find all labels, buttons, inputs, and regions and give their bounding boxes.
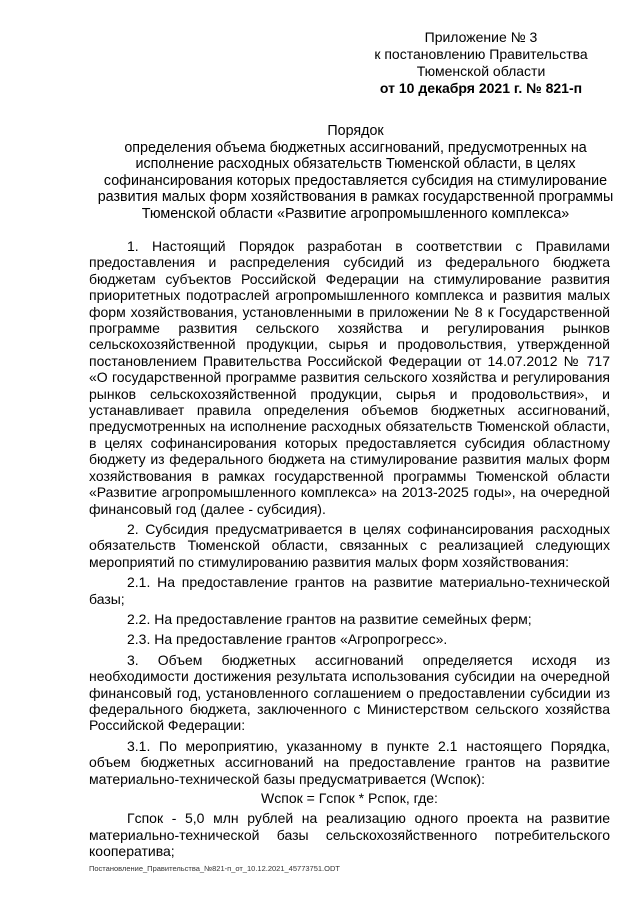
file-footer: Постановление_Правительства_№821-п_от_10.12.2021_45773751.ODT <box>89 864 340 873</box>
title-line: определения объема бюджетных ассигнований, предусмотренных на <box>124 139 587 156</box>
appendix-reference: к постановлению Правительства <box>374 46 588 62</box>
appendix-region: Тюменской области <box>416 63 546 79</box>
formula: Wспок = Гспок * Рспок, где: <box>261 790 438 806</box>
paragraph-3-1: 3.1. По мероприятию, указанному в пункте 2.1 настоящего Порядка, объем бюджетных ассигнований на предоставление грантов на развитие материально-технической базы предусматривается (Wспок): <box>89 737 610 787</box>
document-title <box>88 123 623 223</box>
title-line: исполнение расходных обязательств Тюменской области, в целях <box>135 156 576 173</box>
title-line: софинансирования которых предоставляется субсидия на стимулирование <box>103 172 608 189</box>
appendix-number: Приложение № 3 <box>424 29 538 45</box>
title-line: развития малых форм хозяйствования в рамках государственной программы <box>97 189 614 206</box>
definition-gspok: Гспок - 5,0 млн рублей на реализацию одного проекта на развитие материально-технической базы сельскохозяйственного потребительского кооператива; <box>89 810 610 860</box>
paragraph-2: 2. Субсидия предусматривается в целях софинансирования расходных обязательств Тюменской области, связанных с реализацией следующих мероприятий по стимулированию развития малых форм хозяйствования: <box>89 520 610 570</box>
paragraph-2-2: 2.2. На предоставление грантов на развитие семейных ферм; <box>127 610 532 627</box>
paragraph-3: 3. Объем бюджетных ассигнований определяется исходя из необходимости достижения результата использования субсидии на очередной финансовый год, установленного соглашением о предоставлении субсидии из федерального бюджета, заключенного с Министерством сельского хозяйства Российской Федерации: <box>89 651 610 734</box>
paragraph-2-1: 2.1. На предоставление грантов на развитие материально-технической базы; <box>89 574 610 607</box>
paragraph-1: 1. Настоящий Порядок разработан в соответствии с Правилами предоставления и распределения субсидий из федерального бюджета бюджетам субъектов Российской Федерации на стимулирование развития приоритетных подотраслей агропромышленного комплекса и развития малых форм хозяйствования, установленными в приложении № 8 к Государственной программе развития сельского хозяйства и регулирования рынков сельскохозяйственной продукции, сырья и продовольствия, утвержденной постановлением Правительства Российской Федерации от 14.07.2012 № 717 «О государственной программе развития сельского хозяйства и регулирования рынков сельскохозяйственной продукции, сырья и продовольствия», и устанавливает правила определения объемов бюджетных ассигнований, предусмотренных на исполнение расходных обязательств Тюменской области, в целях софинансирования которых предоставляется субсидия областному бюджету из федерального бюджета на стимулирование развития малых форм хозяйствования в рамках государственной программы Тюменской области «Развитие агропромышленного комплекса» на 2013-2025 годы», на очередной финансовый год (далее - субсидия). <box>89 238 610 517</box>
title-line: Тюменской области «Развитие агропромышленного комплекса» <box>141 205 570 222</box>
paragraph-2-3: 2.3. На предоставление грантов «Агропрогресс». <box>127 631 448 648</box>
appendix-date-number: от 10 декабря 2021 г. № 821-п <box>379 80 583 96</box>
document-body <box>89 238 610 860</box>
title-heading: Порядок <box>327 123 384 139</box>
appendix-block <box>366 29 596 97</box>
